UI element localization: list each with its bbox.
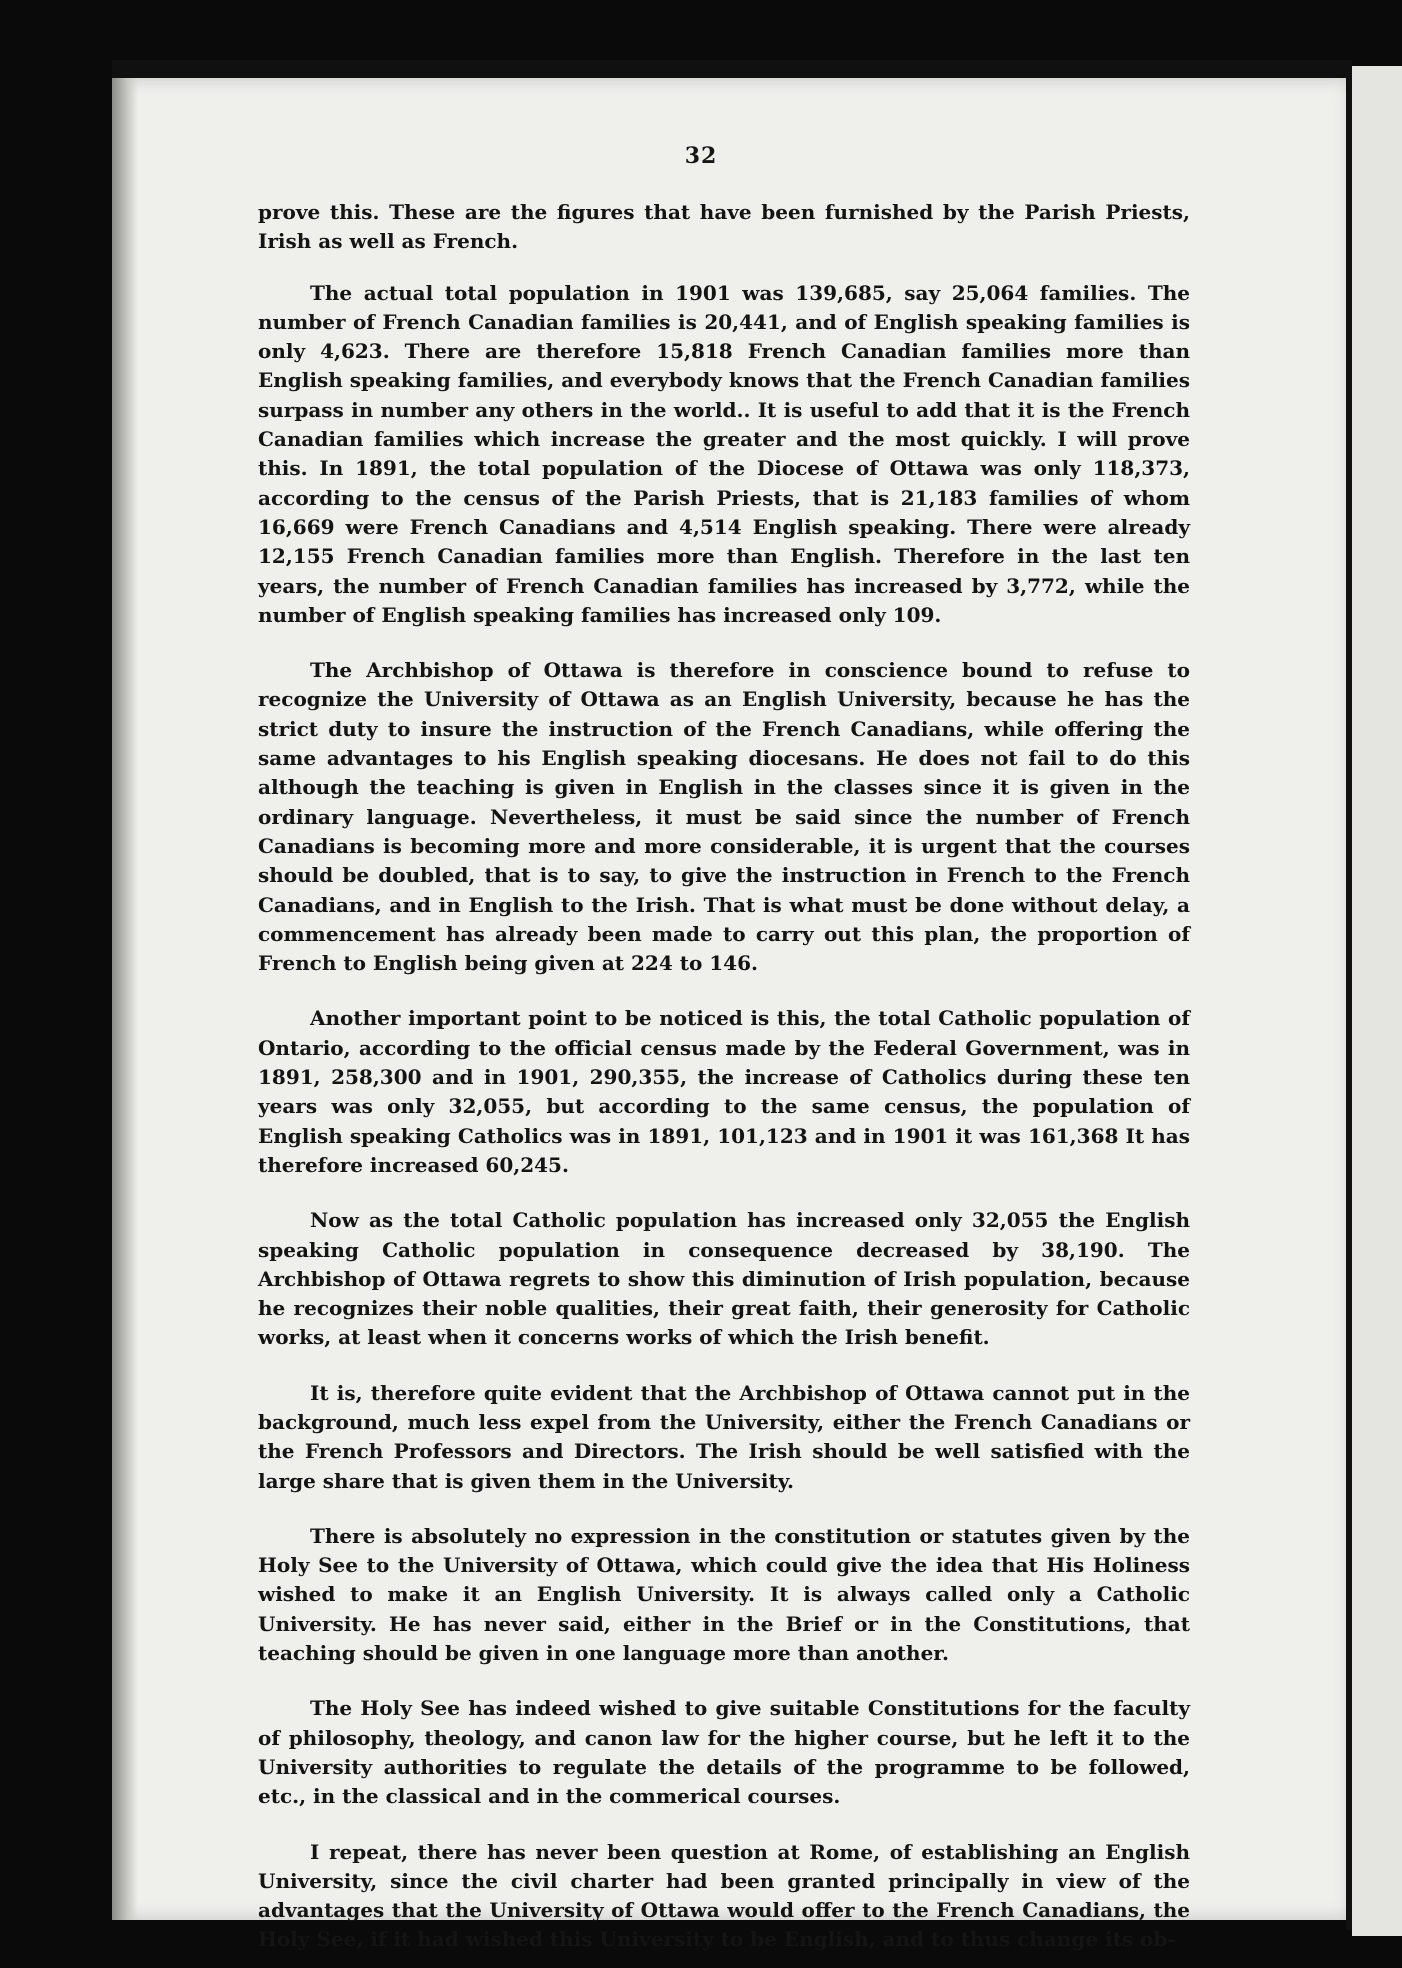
paragraph-repeat: I repeat, there has never been question at Rome, of establishing an English University, since the civil charter had been granted principally in view of the advantages that the University of Ottawa would offer to the French Canadians, the Holy See, if it had wished this University to be English, and to thus change its ob- [258,1839,1190,1952]
body-text [258,198,1190,1968]
paragraph-holy-see-constitutions: The Holy See has indeed wished to give suitable Constitutions for the faculty of philosophy, theology, and canon law for the higher course, but he left it to the University authorities to regulate the details of the programme to be followed, etc., in the classical and in the commerical courses. [258,1696,1190,1809]
paragraph-continuation: prove this. These are the figures that have been furnished by the Parish Priests, Irish as well as French. [258,200,1190,254]
paragraph-decrease: Now as the total Catholic population has increased only 32,055 the English speaking Catholic population in consequence decreased by 38,190. The Archbishop of Ottawa regrets to show this diminution of Irish population, because he recognizes their noble qualities, their great faith, their generosity for Catholic works, at least when it concerns works of which the Irish benefit. [258,1208,1190,1350]
paragraph-no-expression: There is absolutely no expression in the constitution or statutes given by the Holy See to the University of Ottawa, which could give the idea that His Holiness wished to make it an English University. It is always called only a Catholic University. He has never said, either in the Brief or in the Constitutions, that teaching should be given in one language more than another. [258,1523,1190,1666]
paragraph-ontario-census: Another important point to be noticed is this, the total Catholic population of Ontario, according to the official census made by the Federal Government, was in 1891, 258,300 and in 1901, 290,355, the increase of Catholics during these ten years was only 32,055, but according to the same census, the population of English speaking Catholics was in 1891, 101,123 and in 1901 it was 161,368 It has therefore increased 60,245. [258,1006,1190,1177]
page-binding-edge [112,78,138,1920]
page-number: 32 [684,143,718,169]
paragraph-evident: It is, therefore quite evident that the Archbishop of Ottawa cannot put in the background, much less expel from the University, either the French Canadians or the French Professors and Directors. The Irish should be well satisfied with the large share that is given them in the University. [258,1380,1190,1493]
paragraph-population-figures: The actual total population in 1901 was 139,685, say 25,064 families. The number of French Canadian families is 20,441, and of English speaking families is only 4,623. There are therefore 15,818 French Canadian families more than English speaking families, and everybody knows that the French Canadian families surpass in number any others in the world.. It is useful to add that it is the French Canadian families which increase the greater and the most quickly. I will prove this. In 1891, the total population of the Diocese of Ottawa was only 118,373, according to the census of the Parish Priests, that is 21,183 families of whom 16,669 were French Canadians and 4,514 English speaking. There were already 12,155 French Canadian families more than English. Therefore in the last ten years, the number of French Canadian families has increased by 3,772, while the number of English speaking families has increased only 109. [258,280,1190,627]
paragraph-archbishop-conscience: The Archbishop of Ottawa is therefore in conscience bound to refuse to recognize the University of Ottawa as an English University, because he has the strict duty to insure the instruction of the French Canadians, while offering the same advantages to his English speaking diocesans. He does not fail to do this although the teaching is given in English in the classes since it is given in the ordinary language. Nevertheless, it must be said since the number of French Canadians is becoming more and more considerable, it is urgent that the courses should be doubled, that is to say, to give the instruction in French to the French Canadians, and in English to the Irish. That is what must be done without delay, a commencement has already been made to carry out this plan, the proportion of French to English being given at 224 to 146. [258,658,1190,976]
adjacent-page-edge [1352,66,1402,1936]
